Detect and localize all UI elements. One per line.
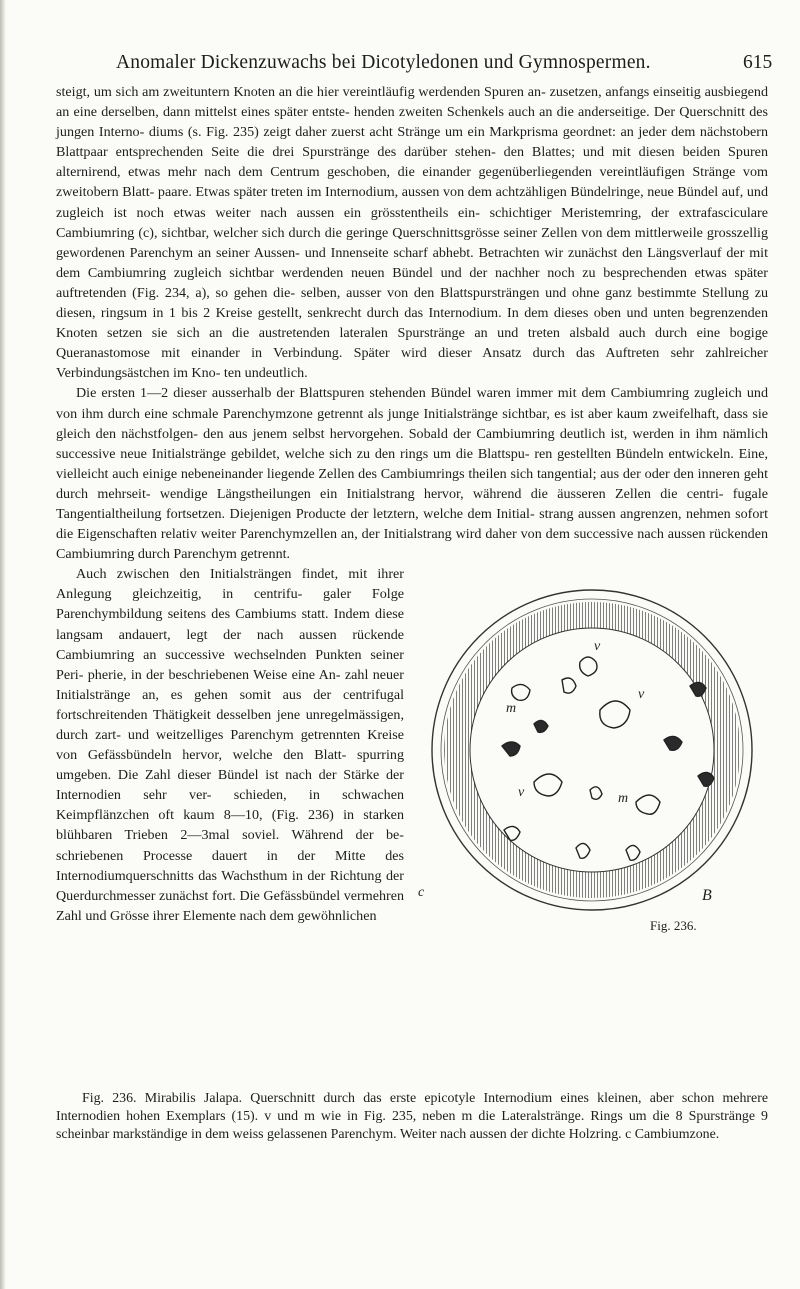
label-b: B [702,887,712,905]
running-title: Anomaler Dickenzuwachs bei Dicotyledonen und Gymnospermen. [116,52,651,73]
figure-caption: Fig. 236. Mirabilis Jalapa. Querschnitt durch das erste epicotyle Internodium eines kleinen, aber schon mehrere Internodien hohen Exemplars (15). v und m wie in Fig. 235, neben m die Lateralstränge. Rings um die 8 Spurstränge 9 scheinbar markständige in dem weiss gelassenen Parenchym. Weiter nach aussen der dichte Holzring. c Cambiumzone. [56,1091,768,1142]
label-m-lower-right: m [618,791,629,807]
cross-section-illustration [414,570,774,946]
label-v-top: v [594,639,601,655]
label-v-lower-left: v [518,785,525,801]
body-text [56,82,768,946]
paragraph-3: Auch zwischen den Initialsträngen findet, mit ihrer Anlegung gleichzeitig, in centrifu- galer Folge Parenchymbildung seitens des Cambiums statt. Indem diese langsam andauert, legt der nach aussen rückende Cambiumring an successive wechselnden Punkten seiner Peri- pherie, in der beschriebenen Weise eine An- zahl neuer Initialstränge an, es gehen somit aus der centrifugal fortschreitenden Thätigkeit desselben jene unregelmässigen, durch zart- und weitzelliges Parenchym getrennten Kreise von Gefässbündeln hervor, welche den Blatt- spurring umgeben. Die Zahl dieser Bündel ist nach der Stärke der Internodien sehr ver- schieden, in schwachen Keimpflänzchen oft kaum 8—10, (Fig. 236) in starken blühbaren Trieben 2—3mal soviel. Während der be- schriebenen Processe dauert in der Mitte des Internodiumquerschnitts das Wachsthum in der Richtung der Querdurchmesser zunächst fort. Die Gefässbündel vermehren Zahl und Grösse ihrer Elemente nach dem gewöhnlichen [56,566,404,924]
label-m-upper: m [506,701,517,717]
paragraph-1: steigt, um sich am zweituntern Knoten an die hier vereintläufig werdenden Spuren an- zusetzen, anfangs einseitig ausbiegend an eine derselben, dann mittelst eines später entste- henden zweiten Schenkels auch an die anderseitige. Der Querschnitt des jungen Interno- diums (s. Fig. 235) zeigt daher zuerst acht Stränge um ein Markprisma geordnet: an jeder dem nächstobern Blattpaar entsprechenden Seite die drei Spurstränge des darüber stehen- den Blattes; und mit diesen beiden Spuren alternirend, etwas mehr nach dem Centrum geschoben, die einander gegenüberliegenden vereintläufigen Stränge vom zweitobern Blatt- paare. Etwas später treten im Internodium, aussen von dem achtzähligen Bündelringe, neue Bündel auf, und zugleich ist noch etwas weiter nach aussen ein grösstentheils ein- schichtiger Meristemring, der extrafasciculare Cambiumring (c), sichtbar, welcher sich durch die geringe Querschnittsgrösse seiner Zellen von dem mittlerweile grosszellig gewordenen Parenchym an seiner Aussen- und Innenseite scharf abhebt. Betrachten wir zunächst den Längsverlauf der mit dem Cambiumring zugleich sichtbar werdenden neuen Bündel und der nachher noch zu besprechenden etwas später auftretenden (Fig. 234, a), so gehen die- selben, ausser von den Blattspursträngen und ohne ganz bestimmte Stellung zu diesen, ringsum in 1 bis 2 Kreise gestellt, senkrecht durch das Internodium. In dem dieses oben und unten begrenzenden Knoten setzen sie sich an die austretenden lateralen Spurstränge an und treten alsbald auch durch eine bogige Queranastomose mit einander in Verbindung. Später wird dieser Ansatz durch das Auftreten sehr zahlreicher Verbindungsästchen im Kno- ten undeutlich. [56,84,768,382]
page-number: 615 [743,52,773,73]
binding-edge [0,0,6,1289]
paragraph-2: Die ersten 1—2 dieser ausserhalb der Blattspuren stehenden Bündel waren immer mit dem Cambiumring zugleich und von ihm durch eine schmale Parenchymzone getrennt als junge Initialstränge sichtbar, es ist aber kaum zweifelhaft, dass sie gleich den nächstfolgen- den aus jenem selbst hervorgehen. Sobald der Cambiumring deutlich ist, werden in ihm nämlich successive neue Initialstränge gebildet, welche sich zu den rings um die Blattspu- ren gestellten Bündeln entwickeln. Eine, vielleicht auch einige nebeneinander liegende Zellen des Cambiumrings theilen sich tangential; aus der oder den inneren geht durch mehrseit- wendige Längstheilungen ein Initialstrang hervor, während die äusseren Zellen die centri- fugale Tangentialtheilung fortsetzen. Diejenigen Producte der letztern, welche dem Initial- strang aussen angrenzen, nehmen sofort die Eigenschaften relativ weiter Parenchymzellen an, der Initialstrang wird daher von dem successive nach aussen rückenden Cambiumring durch Parenchym getrennt. [56,385,768,563]
figure-236 [414,570,774,946]
label-v-upper-right: v [638,687,645,703]
figure-label: Fig. 236. [650,918,697,934]
label-c: c [418,885,425,901]
